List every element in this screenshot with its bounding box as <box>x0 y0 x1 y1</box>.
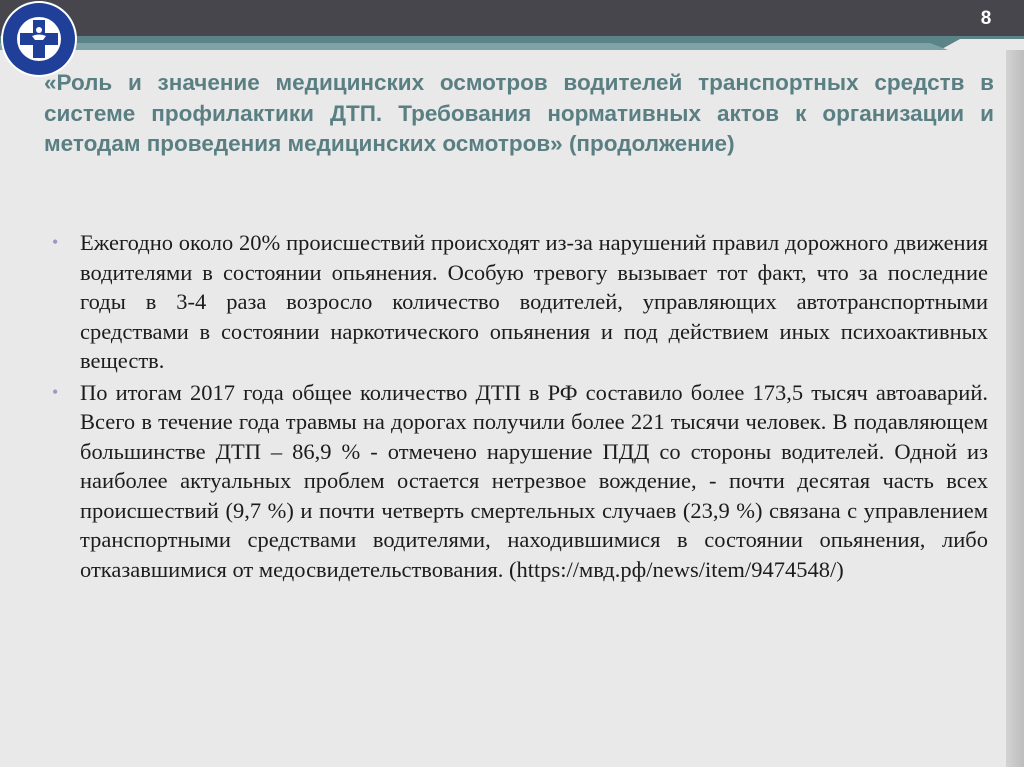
bullet-icon: • <box>52 381 59 402</box>
list-item <box>52 228 988 376</box>
teal-accent-band <box>0 36 1024 50</box>
top-bar <box>0 0 1024 38</box>
page-number: 8 <box>980 8 992 29</box>
list-item <box>52 378 988 585</box>
slide-title: «Роль и значение медицинских осмотров водителей транспортных средств в системе профилактики ДТП. Требования нормативных актов к организации и методам проведения медицинских осмотров» (продолжение) <box>44 70 994 156</box>
bullet-list <box>52 228 988 586</box>
dispensary-logo <box>0 0 78 78</box>
bullet-text: Ежегодно около 20% происшествий происходят из-за нарушений правил дорожного движения водителями в состоянии опьянения. Особую тревогу вызывает тот факт, что за последние годы в 3-4 раза возросло количество водителей, управляющих автотранспортными средствами в состоянии наркотического опьянения и под действием иных психоактивных веществ. <box>80 230 988 373</box>
bullet-icon: • <box>52 232 59 252</box>
right-edge-strip <box>1006 50 1024 767</box>
bullet-text: По итогам 2017 года общее количество ДТП в РФ составило более 173,5 тысяч автоаварий. Всего в течение года травмы на дорогах получили более 221 тысячи человек. В подавляющем большинстве ДТП – 86,9 % - отмечено нарушение ПДД со стороны водителей. Одной из наиболее актуальных проблем остается нетрезвое вождение, - почти десятая часть всех происшествий (9,7 %) и почти четверть смертельных случаев (23,9 %) связана с управлением транспортными средствами водителями, находившимися в состоянии опьянения, либо отказавшимися от медосвидетельствования. (https://мвд.рф/news/item/9474548/) <box>80 379 988 582</box>
